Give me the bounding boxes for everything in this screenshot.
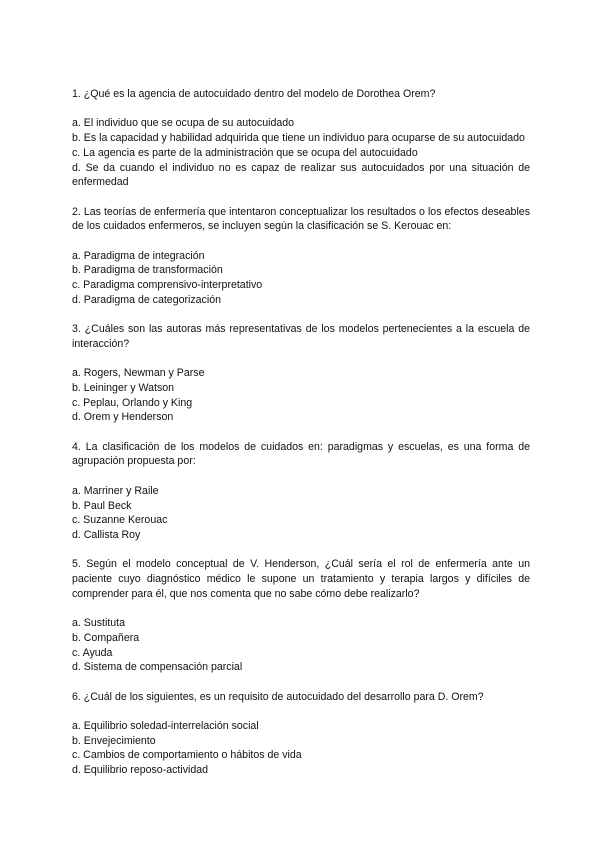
- answer-options: [72, 484, 530, 543]
- question-5: [72, 557, 530, 675]
- question-3: [72, 322, 530, 425]
- option-b: b. Compañera: [72, 631, 140, 644]
- option-d: d. Paradigma de categorización: [72, 293, 221, 306]
- option-b: b. Es la capacidad y habilidad adquirida que tiene un individuo para ocuparse de su autocuidado: [72, 132, 525, 145]
- answer-options: [72, 719, 530, 778]
- option-c: c. Ayuda: [72, 646, 113, 659]
- answer-options: [72, 116, 530, 190]
- option-d: d. Callista Roy: [72, 528, 141, 541]
- question-text: 5. Según el modelo conceptual de V. Henderson, ¿Cuál sería el rol de enfermería ante un paciente cuyo diagnóstico médico le supone un tratamiento y terapia largos y difíciles de comprender para él, que nos comenta que no sabe cómo debe realizarlo?: [72, 558, 530, 600]
- option-c: c. Peplau, Orlando y King: [72, 396, 193, 409]
- option-d: d. Se da cuando el individuo no es capaz de realizar sus autocuidados por una situación de enfermedad: [72, 161, 530, 189]
- document-page: [72, 87, 530, 778]
- option-b: b. Leininger y Watson: [72, 381, 175, 394]
- question-text: 4. La clasificación de los modelos de cuidados en: paradigmas y escuelas, es una forma de agrupación propuesta por:: [72, 440, 530, 468]
- option-a: a. El individuo que se ocupa de su autocuidado: [72, 117, 295, 130]
- option-a: a. Marriner y Raile: [72, 484, 159, 497]
- option-b: b. Paradigma de transformación: [72, 264, 223, 277]
- question-1: [72, 87, 530, 190]
- question-4: [72, 440, 530, 543]
- answer-options: [72, 616, 530, 675]
- option-b: b. Paul Beck: [72, 499, 132, 512]
- option-c: c. Suzanne Kerouac: [72, 514, 168, 527]
- option-a: a. Sustituta: [72, 617, 125, 630]
- option-d: d. Sistema de compensación parcial: [72, 661, 243, 674]
- option-d: d. Orem y Henderson: [72, 411, 174, 424]
- option-c: c. Cambios de comportamiento o hábitos de vida: [72, 749, 302, 762]
- question-2: [72, 205, 530, 308]
- question-6: [72, 690, 530, 778]
- answer-options: [72, 249, 530, 308]
- answer-options: [72, 366, 530, 425]
- option-d: d. Equilibrio reposo-actividad: [72, 764, 209, 777]
- question-text: 3. ¿Cuáles son las autoras más representativas de los modelos pertenecientes a la escuela de interacción?: [72, 323, 530, 350]
- option-a: a. Equilibrio soledad-interrelación social: [72, 720, 259, 733]
- option-c: c. La agencia es parte de la administración que se ocupa del autocuidado: [72, 146, 418, 159]
- option-b: b. Envejecimiento: [72, 734, 156, 747]
- option-c: c. Paradigma comprensivo-interpretativo: [72, 279, 263, 292]
- option-a: a. Rogers, Newman y Parse: [72, 367, 205, 380]
- option-a: a. Paradigma de integración: [72, 249, 205, 262]
- question-text: 6. ¿Cuál de los siguientes, es un requisito de autocuidado del desarrollo para D. Orem?: [72, 690, 484, 703]
- question-text: 2. Las teorías de enfermería que intentaron conceptualizar los resultados o los efectos deseables de los cuidados enfermeros, se incluyen según la clasificación se S. Kerouac en:: [72, 205, 530, 233]
- question-text: 1. ¿Qué es la agencia de autocuidado dentro del modelo de Dorothea Orem?: [72, 88, 436, 100]
